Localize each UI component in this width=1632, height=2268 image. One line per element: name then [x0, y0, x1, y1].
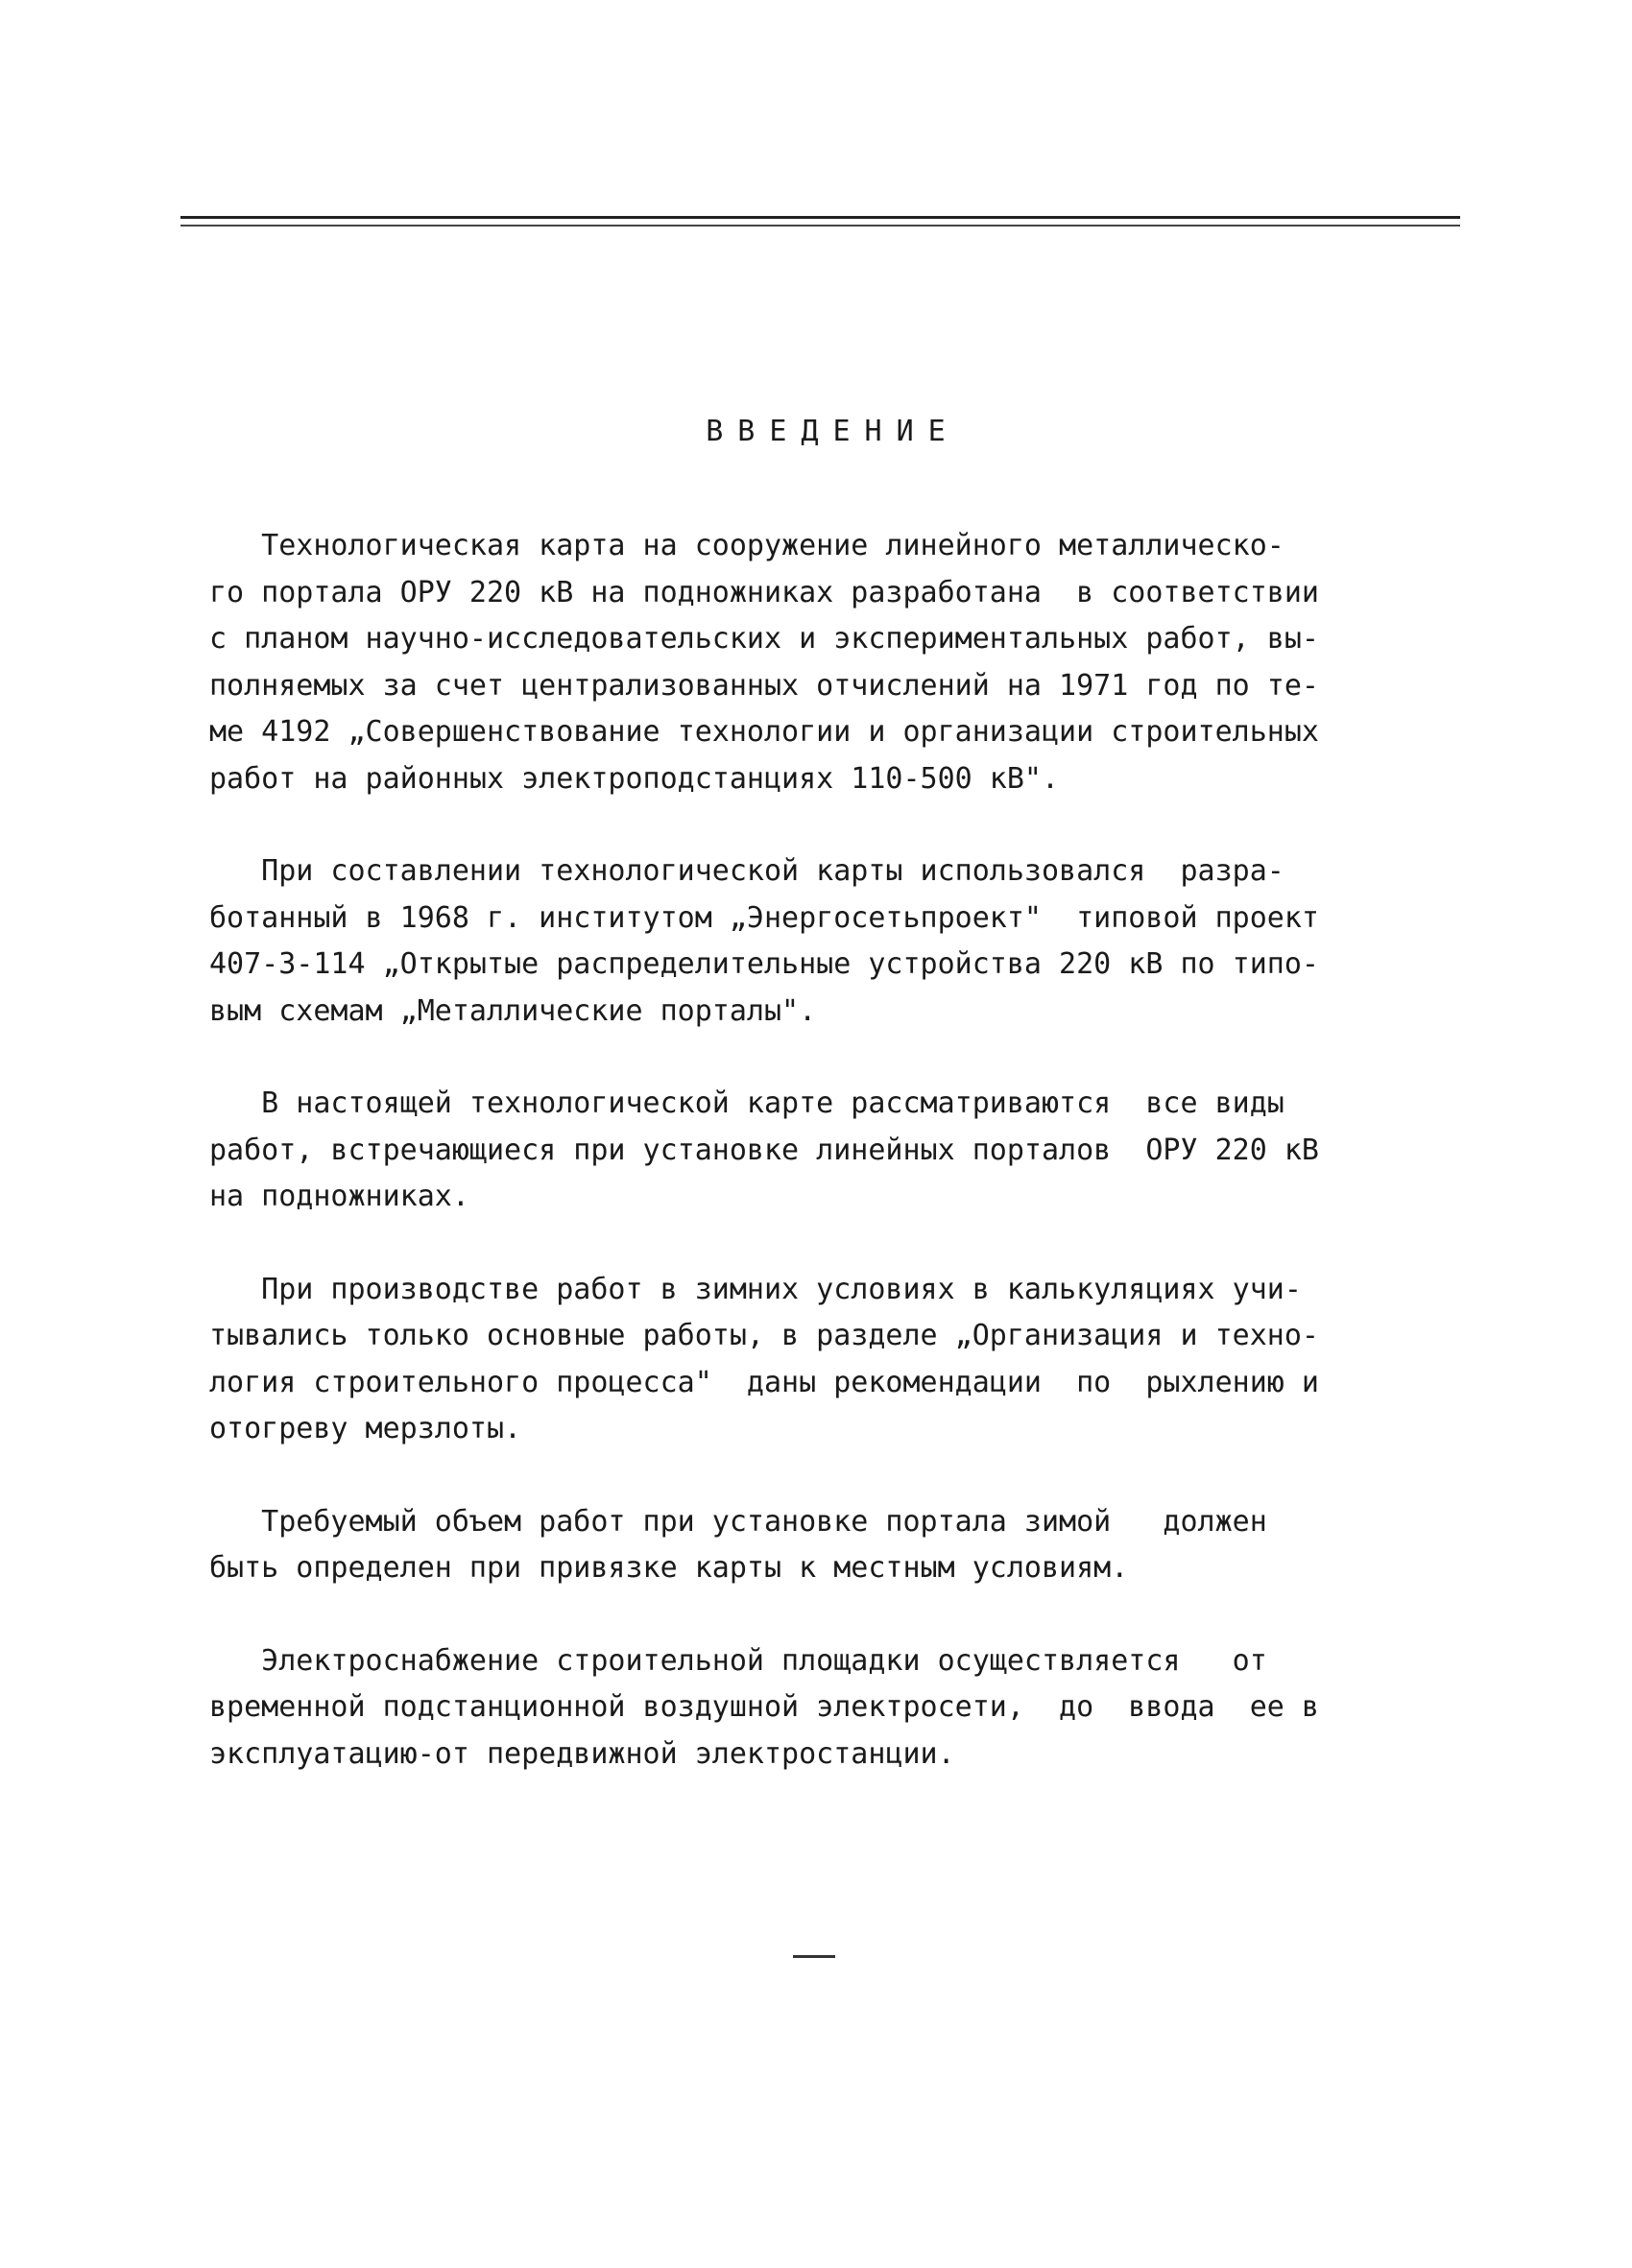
paragraph-4	[209, 1267, 1457, 1453]
paragraph-6	[209, 1638, 1457, 1779]
text-line: ме 4192 „Совершенствование технологии и организации строительных	[209, 715, 1319, 749]
header-rule-top	[180, 216, 1460, 219]
text-line: временной подстанционной воздушной электросети, до ввода ее в	[209, 1690, 1319, 1724]
text-line: полняемых за счет централизованных отчислений на 1971 год по те-	[209, 668, 1319, 703]
text-line: работ, встречающиеся при установке линейных порталов ОРУ 220 кВ	[209, 1133, 1319, 1167]
text-line: го портала ОРУ 220 кВ на подножниках разработана в соответствии	[209, 575, 1319, 609]
text-line: работ на районных электроподстанциях 110-500 кВ".	[209, 761, 1060, 796]
text-line: Технологическая карта на сооружение линейного металлическо-	[209, 529, 1284, 562]
text-line: В настоящей технологической карте рассматриваются все виды	[209, 1086, 1284, 1120]
text-line: При производстве работ в зимних условиях в калькуляциях учи-	[209, 1272, 1302, 1306]
text-line: тывались только основные работы, в разделе „Организация и техно-	[209, 1319, 1319, 1352]
text-line: 407-3-114 „Открытые распределительные устройства 220 кВ по типо-	[209, 947, 1319, 981]
text-line: с планом научно-исследовательских и экспериментальных работ, вы-	[209, 622, 1319, 656]
text-line: эксплуатацию-от передвижной электростанции.	[209, 1736, 955, 1771]
text-line: Требуемый объем работ при установке портала зимой должен	[209, 1504, 1267, 1539]
page-title: ВВЕДЕНИЕ	[706, 415, 960, 448]
text-line: Электроснабжение строительной площадки осуществляется от	[209, 1643, 1267, 1678]
text-line: быть определен при привязке карты к местным условиям.	[209, 1551, 1129, 1585]
text-line: на подножниках.	[209, 1180, 469, 1213]
text-line: При составлении технологической карты использовался разра-	[209, 854, 1284, 888]
text-line: вым схемам „Металлические порталы".	[209, 993, 817, 1028]
paragraph-3	[209, 1081, 1457, 1221]
document-body	[209, 523, 1457, 1824]
paragraph-1	[209, 523, 1457, 802]
page-number-dash	[793, 1955, 835, 1958]
text-line: отогреву мерзлоты.	[209, 1412, 522, 1445]
paragraph-2	[209, 848, 1457, 1035]
paragraph-5	[209, 1499, 1457, 1592]
text-line: логия строительного процесса" даны рекомендации по рыхлению и	[209, 1365, 1319, 1399]
text-line: ботанный в 1968 г. институтом „Энергосетьпроект" типовой проект	[209, 900, 1319, 935]
header-rule-bottom	[180, 225, 1460, 227]
